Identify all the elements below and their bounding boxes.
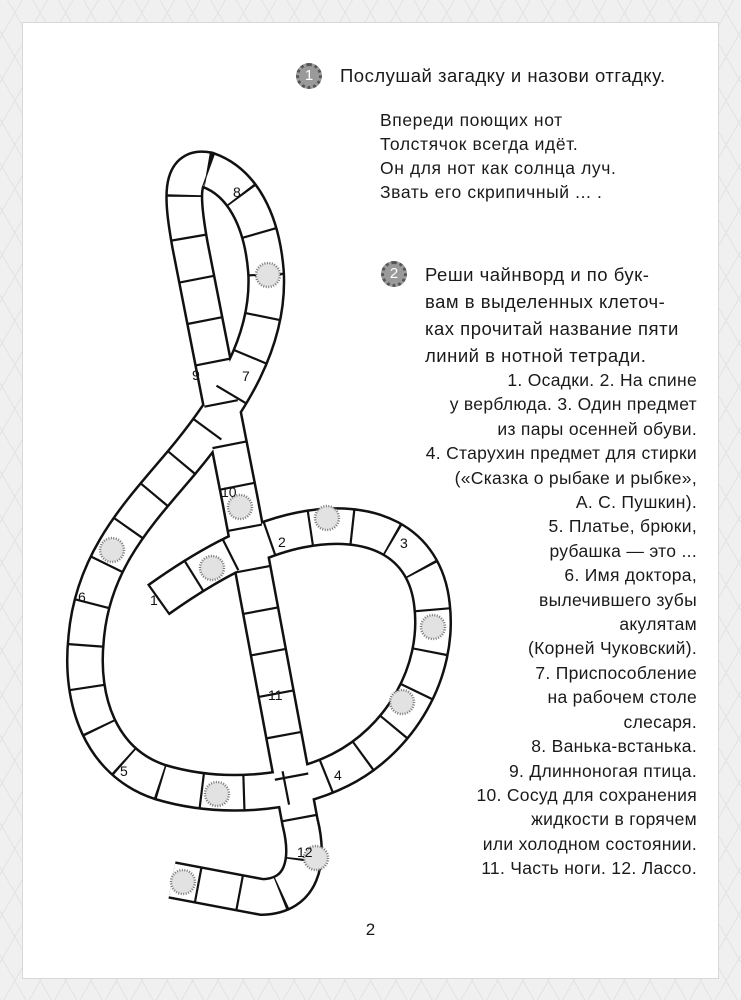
clue-line: вылечившего зубы — [539, 589, 697, 610]
clue-line: 8. Ванька-встанька. — [531, 736, 697, 757]
clue-line: слесаря. — [623, 711, 697, 732]
riddle-line: Толстячок всегда идёт. — [380, 134, 579, 154]
cell-number-8: 8 — [233, 184, 241, 200]
cell-number-10: 10 — [221, 484, 237, 500]
cell-number-1: 1 — [150, 592, 158, 608]
cell-number-7: 7 — [242, 368, 250, 384]
sun-cell-icon — [171, 870, 195, 894]
cell-number-11: 11 — [268, 687, 283, 703]
cell-number-3: 3 — [400, 535, 408, 551]
clue-line: А. С. Пушкин). — [575, 492, 697, 513]
instruction-line: линий в нотной тетради. — [425, 345, 647, 366]
clue-line: (Корней Чуковский). — [528, 638, 697, 659]
clue-line: у верблюда. 3. Один предмет — [449, 394, 697, 415]
sun-cell-icon — [200, 556, 224, 580]
clue-line: 9. Длинноногая птица. — [508, 760, 697, 781]
cell-number-5: 5 — [120, 763, 128, 779]
clue-line: 6. Имя доктора, — [564, 565, 697, 586]
clue-line: 7. Приспособление — [535, 662, 697, 683]
instruction-line: Реши чайнворд и по бук- — [425, 264, 650, 285]
riddle-line: Он для нот как солнца луч. — [380, 158, 617, 178]
task-2-badge: 2 — [381, 261, 407, 287]
sun-cell-icon — [100, 538, 124, 562]
instruction-line: вам в выделенных клеточ- — [425, 291, 666, 312]
riddle-line: Впереди поющих нот — [380, 110, 563, 130]
clue-line: 10. Сосуд для сохранения — [476, 784, 697, 805]
cell-number-9: 9 — [192, 367, 200, 383]
clue-line: жидкости в горячем — [531, 809, 697, 830]
cell-number-12: 12 — [297, 844, 313, 860]
clue-line: («Сказка о рыбаке и рыбке», — [454, 467, 697, 488]
clue-line: рубашка — это ... — [549, 540, 697, 561]
sun-cell-icon — [256, 263, 280, 287]
instruction-line: ках прочитай название пяти — [425, 318, 679, 339]
cell-number-2: 2 — [278, 534, 286, 550]
clue-line: 11. Часть ноги. 12. Лассо. — [481, 858, 697, 879]
page-number: 2 — [365, 920, 376, 939]
clue-line: 1. Осадки. 2. На спине — [507, 370, 697, 390]
sun-cell-icon — [205, 782, 229, 806]
sun-cell-icon — [315, 506, 339, 530]
cell-number-4: 4 — [334, 767, 342, 783]
chainword-clues — [337, 368, 697, 881]
clue-line: акулятам — [619, 614, 697, 635]
clue-line: или холодном состоянии. — [482, 833, 697, 854]
clue-line: 5. Платье, брюки, — [548, 516, 697, 537]
task-2-instruction — [425, 261, 705, 369]
task-1-badge: 1 — [296, 63, 322, 89]
clue-line: 4. Старухин предмет для стирки — [425, 443, 697, 464]
clue-line: на рабочем столе — [547, 687, 697, 708]
task-1-instruction: Послушай загадку и назови отгадку. — [340, 65, 666, 86]
cell-number-6: 6 — [78, 589, 86, 605]
clue-line: из пары осенней обуви. — [497, 418, 697, 439]
riddle-line: Звать его скрипичный ... . — [380, 182, 603, 202]
riddle-poem — [380, 108, 616, 204]
